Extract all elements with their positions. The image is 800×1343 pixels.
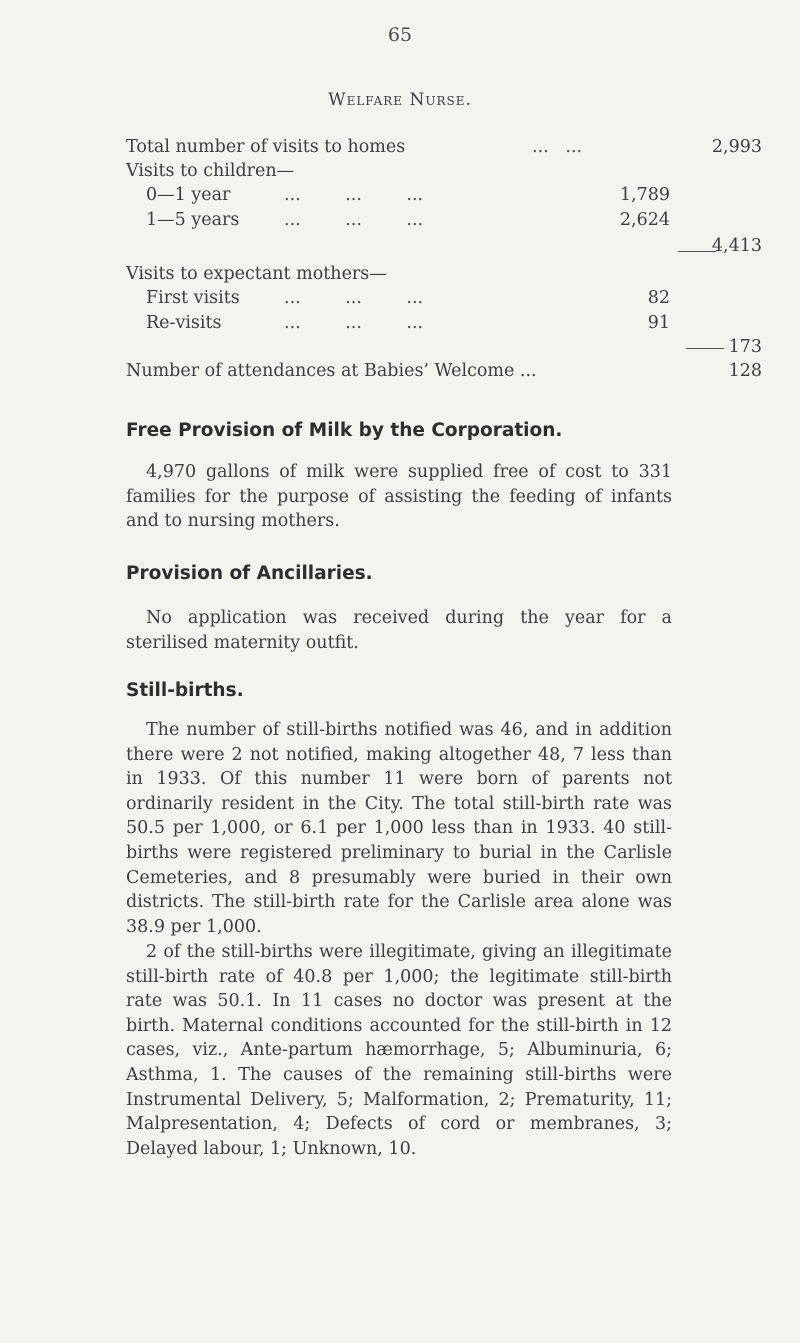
mother-row-label: First visits <box>146 288 240 308</box>
section-heading: Free Provision of Milk by the Corporation. <box>126 420 563 441</box>
mother-row-label: Re-visits <box>146 313 222 333</box>
paragraph: No application was received during the year for a sterilised maternity outfit. <box>126 608 672 653</box>
child-row-dots: ... ... ... <box>284 210 424 230</box>
paragraph: 2 of the still-births were illegitimate, giving an illegitimate still-birth rate of 40.8 per 1,000; the legitimate still-birth rate was 50.1. In 11 cases no doctor was present at the birth. Maternal conditions accounted for the still-birth in 12 cases, viz., Ante-partum hæmorrhage, 5; Albuminuria, 6; Asthma, 1. The causes of the remaining still-births were Instrumental Delivery, 5; Malformation, 2; Prematurity, 11; Malpresentation, 4; Defects of cord or membranes, 3; Delayed labour, 1; Unknown, 10. <box>126 942 672 1159</box>
page-number: 65 <box>387 24 413 46</box>
child-row-value: 1,789 <box>619 185 670 205</box>
children-total-value: 4,413 <box>711 236 762 256</box>
section-title: Welfare Nurse. <box>328 90 472 110</box>
children-visits-heading: Visits to children— <box>126 161 295 181</box>
total-visits-value: 2,993 <box>711 137 762 157</box>
child-row-label: 1—5 years <box>146 210 240 230</box>
total-visits-label: Total number of visits to homes <box>126 137 406 157</box>
paragraph: The number of still-births notified was 46, and in addition there were 2 not notified, making altogether 48, 7 less than in 1933. Of this number 11 were born of parents not ordinarily resident in the City. The total still-birth rate was 50.5 per 1,000, or 6.1 per 1,000 less than in 1933. 40 still-births were registered preliminary to burial in the Carlisle Cemeteries, and 8 presumably were buried in their own districts. The still-birth rate for the Carlisle area alone was 38.9 per 1,000. <box>126 720 672 937</box>
welcome-attendances-label: Number of attendances at Babies’ Welcome ... <box>126 361 537 381</box>
paragraph: 4,970 gallons of milk were supplied free of cost to 331 families for the purpose of assisting the feeding of infants and to nursing mothers. <box>126 462 672 532</box>
total-visits-dots: ... ... <box>532 137 583 157</box>
child-row-label: 0—1 year <box>146 185 231 205</box>
mother-row-value: 91 <box>647 313 670 333</box>
mother-row-dots: ... ... ... <box>284 288 424 308</box>
welcome-attendances-value: 128 <box>728 361 762 381</box>
mother-row-dots: ... ... ... <box>284 313 424 333</box>
section-heading: Provision of Ancillaries. <box>126 563 373 584</box>
child-row-value: 2,624 <box>619 210 670 230</box>
mother-row-value: 82 <box>647 288 670 308</box>
mothers-total-value: 173 <box>728 337 762 357</box>
mothers-visits-heading: Visits to expectant mothers— <box>126 264 387 284</box>
section-heading: Still-births. <box>126 680 244 701</box>
child-row-dots: ... ... ... <box>284 185 424 205</box>
